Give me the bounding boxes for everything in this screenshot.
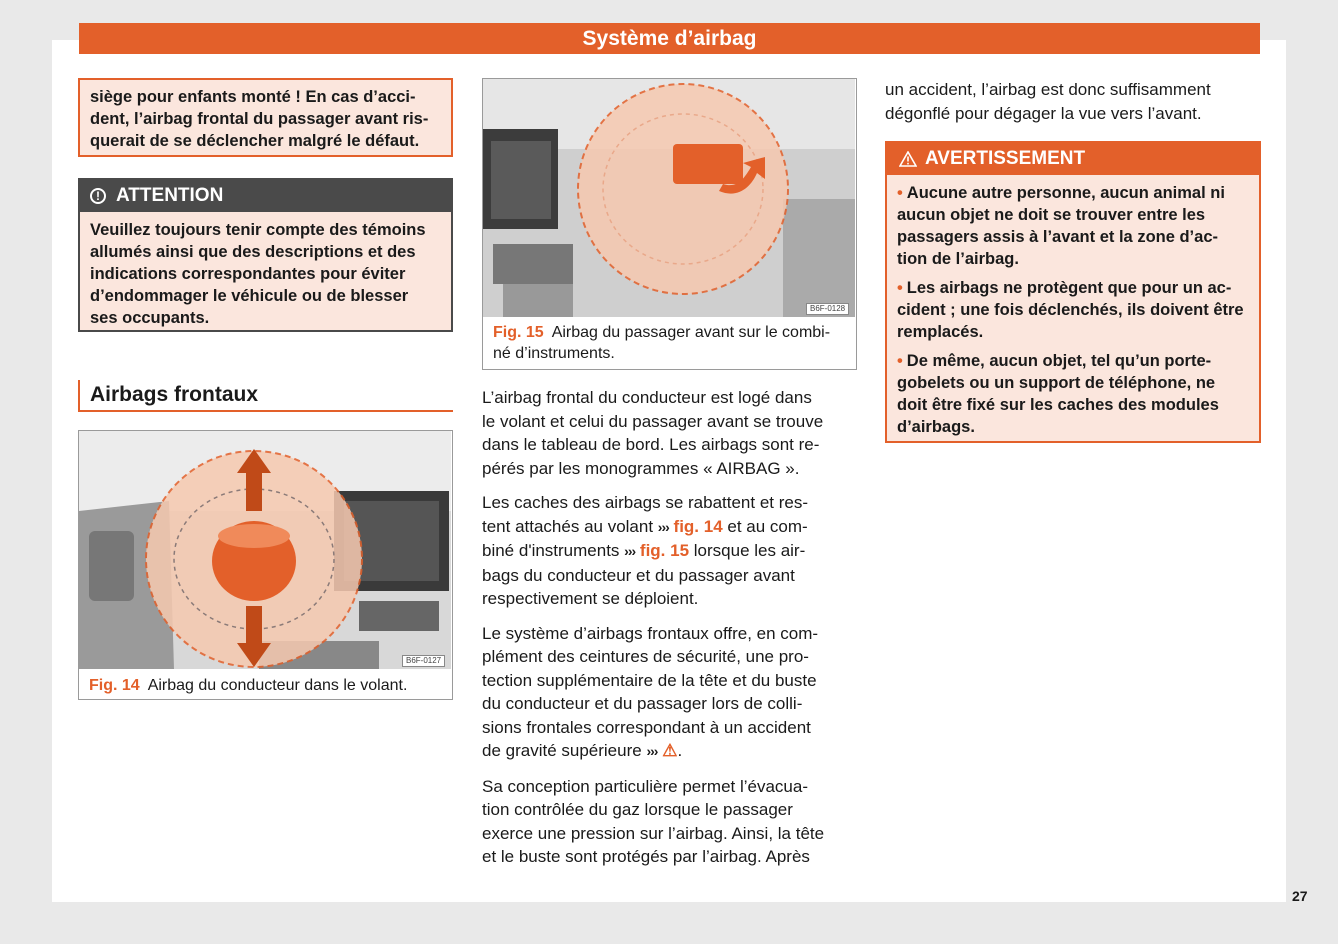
paragraph-2: Les caches des airbags se rabattent et res- tent attachés au volant ››› fig. 14 et au com- biné d'instruments ››› fig. 15 lorsque les air- bags du conducteur et du passager avant respectivement se déploient. [482,493,809,608]
warning-triangle-icon [899,151,917,167]
reference-arrows: ››› [657,518,669,535]
figure-14-caption: Fig. 14 Airbag du conducteur dans le volant. [89,677,408,694]
fig-14-link[interactable]: fig. 14 [673,516,723,536]
attention-text: Veuillez toujours tenir compte des témoins allumés ainsi que des descriptions et des indications correspondantes pour éviter d’endommager le véhicule ou de blesser ses occupants. [90,221,426,327]
bullet-icon: • [897,352,903,370]
section-title: Airbags frontaux [78,380,453,412]
warning-item: • De même, aucun objet, tel qu’un porte- gobelets ou un support de téléphone, ne doit être fixé sur les caches des modules d’airbags. [897,352,1219,436]
reference-arrows: ››› [624,543,636,559]
figure-15-caption: Fig. 15 Airbag du passager avant sur le combi- né d’instruments. [493,324,831,362]
page-number: 27 [1292,888,1308,904]
bullet-icon: • [897,184,903,202]
continued-text: siège pour enfants monté ! En cas d’acci- dent, l’airbag frontal du passager avant ris- querait de se déclencher malgré le défaut. [90,88,429,150]
figure-14-code: B6F-0127 [402,655,445,667]
continued-warning-box [78,78,453,157]
page-header: Système d’airbag [79,23,1260,54]
figure-14 [78,430,453,700]
fig-15-link[interactable]: fig. 15 [639,541,690,560]
warning-list [887,175,1259,438]
paragraph-4: Sa conception particulière permet l’évacua- tion contrôlée du gaz lorsque le passager exerce une pression sur l’airbag. Ainsi, la tête et le buste sont protégés par l’airbag. Après [482,776,825,866]
attention-header: ! ATTENTION [80,180,451,212]
attention-box [78,178,453,332]
warning-item: • Aucune autre personne, aucun animal ni aucun objet ne doit se trouver entre les passagers assis à l’avant et la zone d’ac- tion de l’airbag. [897,184,1225,268]
reference-arrows: ››› [646,743,658,759]
figure-15 [482,78,857,370]
figure-15-code: B6F-0128 [806,303,849,315]
warning-triangle-icon[interactable]: ⚠ [662,741,678,760]
middle-body-text [482,386,858,880]
warning-item: • Les airbags ne protègent que pour un ac- cident ; une fois déclenchés, ils doivent être remplacés. [897,279,1244,341]
warning-box [885,141,1261,443]
paragraph-3: Le système d’airbags frontaux offre, en com- plément des ceintures de sécurité, une pro- tection supplémentaire de la tête et du buste du conducteur et du passager lors de colli- sions frontales correspondant à un accident de gravité supérieure ››› ⚠. [482,623,819,760]
exclamation-circle-icon: ! [90,188,106,204]
bullet-icon: • [897,279,903,297]
figure-14-illustration [79,431,451,669]
warning-header: AVERTISSEMENT [887,143,1259,175]
figure-15-illustration [483,79,855,317]
paragraph-1: L’airbag frontal du conducteur est logé dans le volant et celui du passager avant se trouve dans le tableau de bord. Les airbags sont re- pérés par les monogrammes « AIRBAG ». [482,388,824,478]
right-intro-text: un accident, l’airbag est donc suffisamment dégonflé pour dégager la vue vers l’avant. [885,80,1211,123]
